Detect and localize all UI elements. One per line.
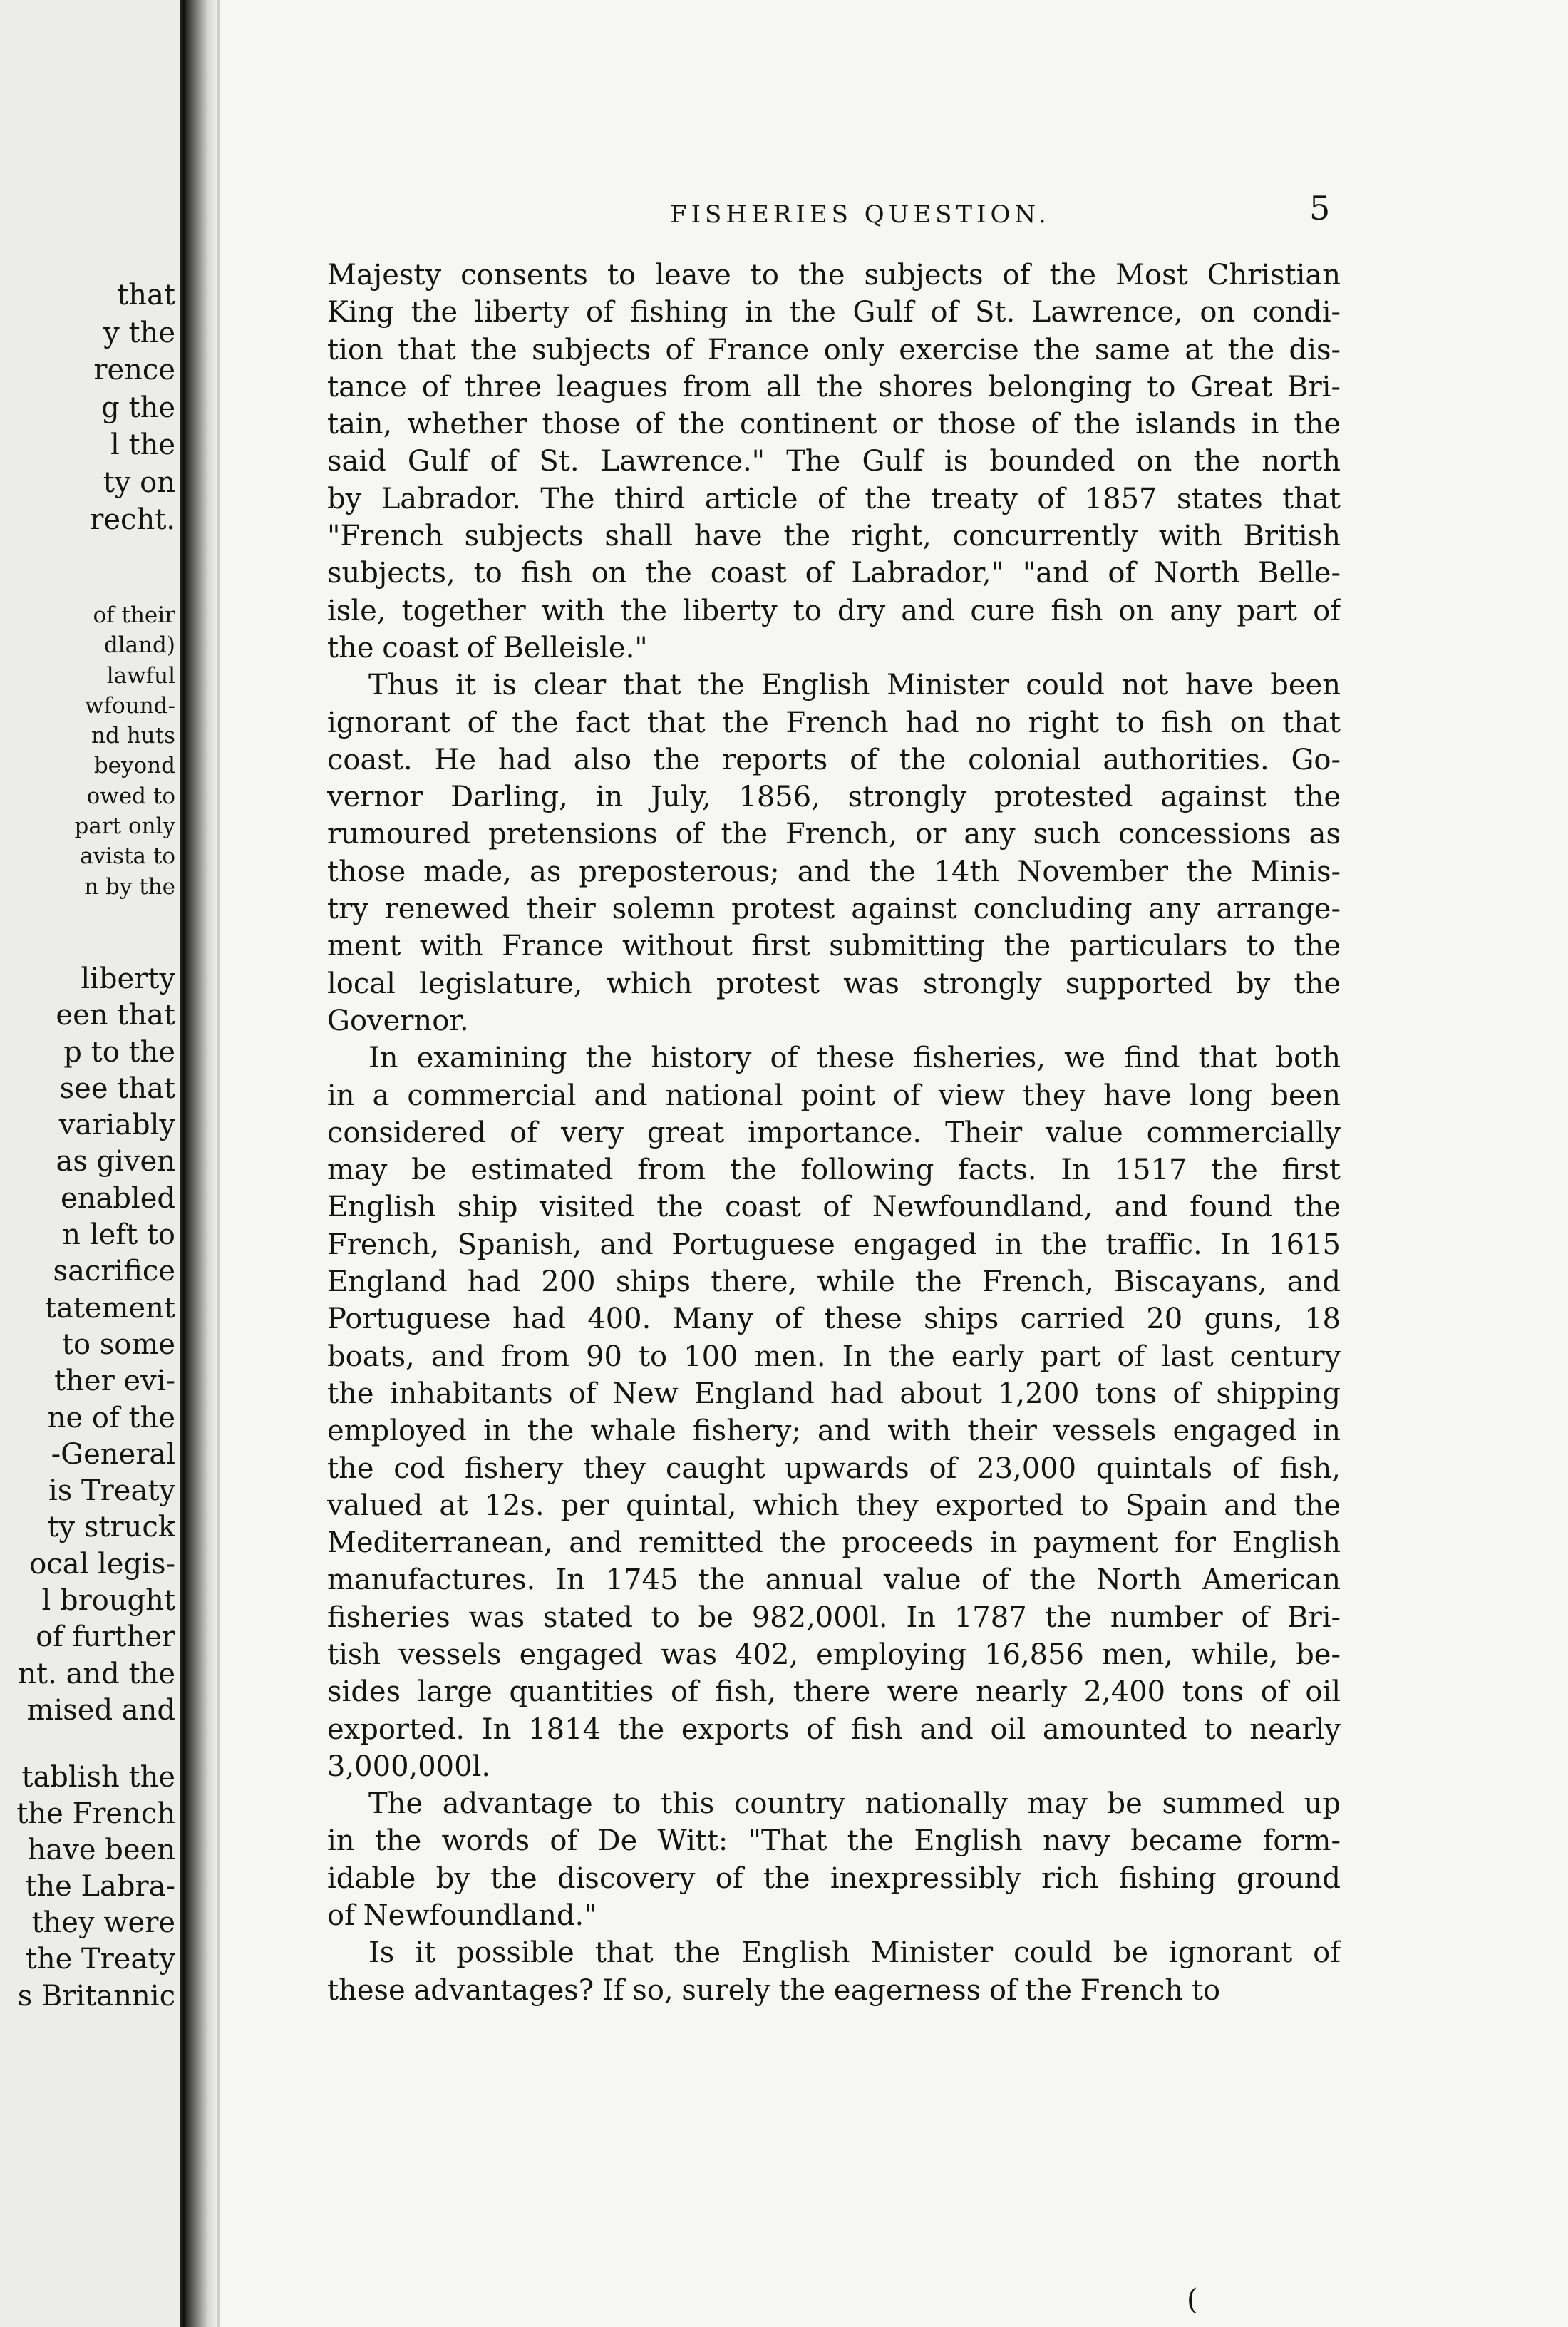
facing-page-line: s Britannic (17, 1979, 175, 2013)
facing-page-line: nd huts (91, 723, 175, 749)
text-line: tion that the subjects of France only exercise the same at the dis- (327, 333, 1341, 366)
facing-page-line: ne of the (47, 1401, 175, 1434)
text-line: ignorant of the fact that the French had no right to fish on that (327, 706, 1341, 739)
facing-page-line: owed to (86, 783, 175, 809)
running-header: FISHERIES QUESTION. (670, 200, 1051, 229)
text-line: Majesty consents to leave to the subjects of the Most Christian (327, 259, 1341, 292)
facing-page-line: rence (93, 354, 175, 386)
book-gutter-shadow (180, 0, 217, 2327)
facing-page-line: liberty (81, 962, 175, 995)
facing-page-line: the Treaty (25, 1943, 175, 1976)
facing-page-line: of further (36, 1620, 175, 1654)
facing-page-line: have been (27, 1834, 175, 1867)
text-line: Governor. (327, 1004, 469, 1037)
facing-page-line: ther evi- (54, 1365, 175, 1398)
text-line: Is it possible that the English Minister could be ignorant of (368, 1936, 1341, 1970)
text-line: in the words of De Witt: "That the English navy became form- (327, 1824, 1341, 1858)
paragraph (327, 1785, 1341, 1934)
facing-page-line: n left to (62, 1218, 175, 1252)
text-line: rumoured pretensions of the French, or any such concessions as (327, 818, 1341, 851)
text-line: in a commercial and national point of view they have long been (327, 1079, 1341, 1112)
page-number: 5 (1309, 189, 1331, 227)
facing-page-line: lawful (106, 662, 175, 689)
facing-page-line: mised and (26, 1693, 175, 1727)
text-line: Mediterranean, and remitted the proceeds in payment for English (327, 1526, 1341, 1560)
facing-page-line: y the (103, 316, 175, 349)
facing-page-line: l brought (41, 1584, 175, 1618)
text-line: Thus it is clear that the English Minister could not have been (368, 669, 1341, 702)
facing-page-line: variably (58, 1109, 175, 1142)
text-line: isle, together with the liberty to dry and cure fish on any part of (327, 594, 1341, 627)
facing-page-line: of their (93, 602, 175, 628)
facing-page-line: the Labra- (25, 1870, 175, 1904)
text-line: English ship visited the coast of Newfoundland, and found the (327, 1191, 1341, 1224)
facing-page-line: l the (110, 428, 175, 461)
text-line: King the liberty of fishing in the Gulf of St. Lawrence, on condi- (327, 296, 1341, 329)
text-line: idable by the discovery of the inexpressibly rich fishing ground (327, 1861, 1341, 1895)
text-line: vernor Darling, in July, 1856, strongly protested against the (327, 781, 1341, 814)
facing-page-line: see that (59, 1072, 175, 1105)
facing-page-line: the French (16, 1797, 175, 1831)
text-line: tain, whether those of the continent or those of the islands in the (327, 408, 1341, 441)
facing-page-line: g the (101, 391, 175, 424)
text-line: French, Spanish, and Portuguese engaged in the traffic. In 1615 (327, 1228, 1341, 1261)
facing-page-line: n by the (84, 873, 175, 900)
facing-page-fragment (0, 0, 180, 2327)
paragraph (327, 1934, 1341, 2009)
facing-page-line: p to the (63, 1035, 175, 1069)
facing-page-line: beyond (93, 753, 175, 779)
facing-page-line: enabled (61, 1181, 175, 1215)
facing-page-line: that (117, 279, 175, 312)
paragraph (327, 257, 1341, 667)
text-line: boats, and from 90 to 100 men. In the early part of last century (327, 1340, 1341, 1373)
facing-page-line: to some (61, 1327, 175, 1361)
text-line: sides large quantities of fish, there were nearly 2,400 tons of oil (327, 1675, 1341, 1709)
text-line: by Labrador. The third article of the treaty of 1857 states that (327, 482, 1341, 515)
text-line: tish vessels engaged was 402, employing 16,856 men, while, be- (327, 1638, 1341, 1671)
facing-page-line: ty on (103, 466, 175, 499)
text-line: "French subjects shall have the right, concurrently with British (327, 520, 1341, 553)
facing-page-text-block (0, 1760, 175, 2015)
text-line: local legislature, which protest was strongly supported by the (327, 967, 1341, 1000)
text-line: coast. He had also the reports of the colonial authorities. Go- (327, 743, 1341, 776)
facing-page-footnote-block (0, 600, 175, 902)
text-line: valued at 12s. per quintal, which they exported to Spain and the (327, 1489, 1341, 1522)
facing-page-line: recht. (90, 503, 175, 536)
facing-page-line: they were (31, 1906, 175, 1940)
facing-page-line: -General (51, 1437, 175, 1471)
facing-page-line: ocal legis- (29, 1547, 175, 1581)
text-line: manufactures. In 1745 the annual value of the North American (327, 1563, 1341, 1597)
text-line: tance of three leagues from all the shores belonging to Great Bri- (327, 370, 1341, 404)
text-line: of Newfoundland." (327, 1899, 597, 1933)
paragraph (327, 667, 1341, 1039)
text-line: 3,000,000l. (327, 1750, 491, 1783)
text-line: ment with France without first submitting the particulars to the (327, 930, 1341, 963)
paragraph (327, 1039, 1341, 1785)
text-line: fisheries was stated to be 982,000l. In 1787 the number of Bri- (327, 1601, 1341, 1634)
text-line: these advantages? If so, surely the eagerness of the French to (327, 1973, 1221, 2007)
text-line: England had 200 ships there, while the French, Biscayans, and (327, 1265, 1341, 1299)
facing-page-line: ty struck (47, 1511, 175, 1544)
page-mark: ( (1187, 2284, 1198, 2316)
text-line: the cod fishery they caught upwards of 23,000 quintals of fish, (327, 1452, 1341, 1485)
text-line: those made, as preposterous; and the 14th November the Minis- (327, 855, 1341, 888)
facing-page-line: is Treaty (48, 1474, 175, 1508)
facing-page-line: sacrifice (53, 1255, 175, 1288)
facing-page-text-block (0, 277, 175, 539)
text-line: considered of very great importance. Their value commercially (327, 1116, 1341, 1149)
facing-page-line: avista to (80, 843, 175, 870)
text-line: employed in the whale fishery; and with their vessels engaged in (327, 1414, 1341, 1448)
text-line: In examining the history of these fisheries, we find that both (368, 1042, 1341, 1075)
facing-page-line: een that (56, 999, 175, 1032)
facing-page-line: tablish the (21, 1761, 175, 1794)
text-line: Portuguese had 400. Many of these ships carried 20 guns, 18 (327, 1303, 1341, 1336)
text-line: may be estimated from the following facts. In 1517 the first (327, 1154, 1341, 1187)
text-line: the inhabitants of New England had about 1,200 tons of shipping (327, 1377, 1341, 1410)
facing-page-line: part only (74, 813, 175, 840)
text-line: exported. In 1814 the exports of fish and oil amounted to nearly (327, 1712, 1341, 1746)
facing-page-line: dland) (103, 632, 175, 659)
facing-page-line: nt. and the (18, 1657, 175, 1690)
text-line: The advantage to this country nationally may be summed up (368, 1787, 1341, 1821)
body-text (327, 257, 1341, 2009)
text-line: subjects, to fish on the coast of Labrador," "and of North Belle- (327, 557, 1341, 590)
facing-page-line: as given (56, 1145, 175, 1178)
text-line: said Gulf of St. Lawrence." The Gulf is bounded on the north (327, 445, 1341, 478)
facing-page-line: wfound- (85, 692, 175, 719)
facing-page-line: tatement (44, 1291, 175, 1325)
facing-page-text-block (0, 961, 175, 1729)
text-line: try renewed their solemn protest against concluding any arrange- (327, 893, 1341, 926)
text-line: the coast of Belleisle." (327, 631, 648, 664)
